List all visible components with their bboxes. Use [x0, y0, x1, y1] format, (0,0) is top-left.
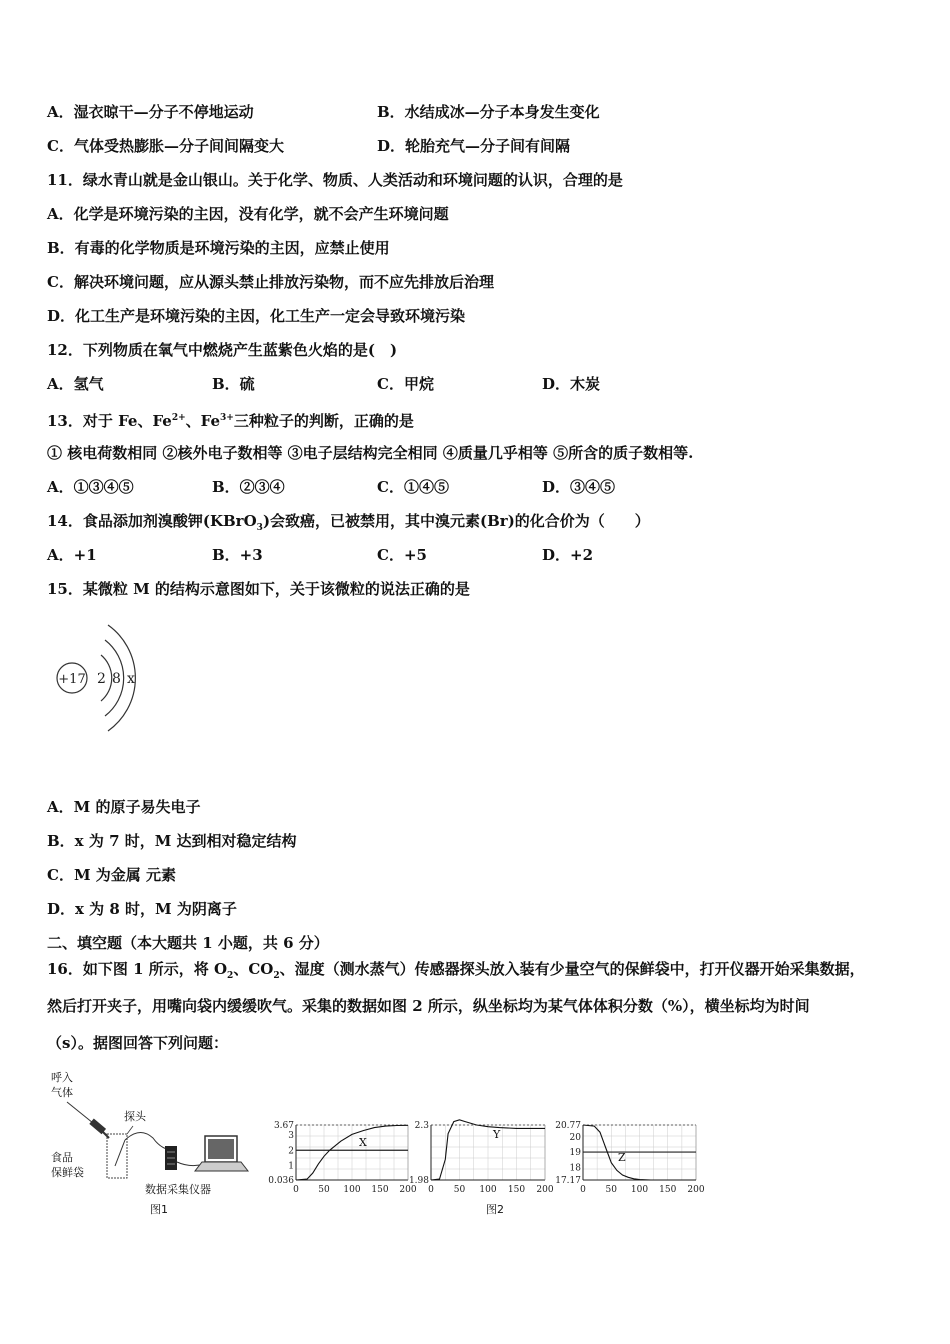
section-2-heading: 二、填空题（本大题共 1 小题，共 6 分）	[47, 934, 329, 952]
x-tick-label-3: 150	[659, 1185, 677, 1195]
laptop-display	[208, 1139, 234, 1159]
x-tick-label-1: 50	[318, 1185, 330, 1195]
x-tick-label-1: 50	[453, 1185, 466, 1195]
q13-stem-prefix: 13．对于 Fe、Fe	[47, 412, 172, 430]
q12-option-d: D．木炭	[542, 375, 601, 393]
q13-stem	[47, 408, 414, 431]
q13-sup-fe2: 2+	[171, 413, 186, 423]
inhale-label-2: 气体	[51, 1086, 73, 1099]
x-tick-label-4: 200	[536, 1185, 554, 1195]
q16-line1-c: 、湿度（测水蒸气）传感器探头放入装有少量空气的保鲜袋中，打开仪器开始采集数据，	[279, 960, 865, 978]
y-tick-label-4: 17.17	[555, 1176, 581, 1186]
y-tick-label-1: 3	[288, 1131, 294, 1142]
y-tick-label-3: 1	[288, 1161, 294, 1172]
x-tick-label-0: 0	[428, 1185, 434, 1195]
q12-option-b: B．硫	[212, 375, 255, 393]
q12-option-a: A．氢气	[47, 375, 104, 393]
chart-z-o2	[550, 1112, 710, 1202]
chart-y-humidity	[405, 1112, 555, 1202]
q16-line1-b: 、CO	[233, 960, 274, 978]
x-tick-label-3: 150	[507, 1185, 526, 1195]
q16-sub-co2: 2	[273, 971, 280, 981]
q11-option-c: C．解决环境问题，应从源头禁止排放污染物，而不应先排放后治理	[47, 273, 494, 291]
q15-option-d: D．x 为 8 时，M 为阴离子	[47, 900, 237, 918]
q14-option-b: B．+3	[212, 546, 263, 564]
q14-option-d: D．+2	[542, 546, 594, 564]
figure-1-caption: 图1	[150, 1203, 168, 1216]
q13-option-c: C．①④⑤	[377, 478, 449, 496]
q12-option-c: C．甲烷	[377, 375, 434, 393]
y-tick-label-1: 1.98	[408, 1176, 429, 1186]
inhale-arrow	[67, 1102, 93, 1123]
y-tick-label-0: 3.67	[273, 1121, 294, 1131]
x-tick-label-4: 200	[399, 1185, 417, 1195]
q15-option-a: A．M 的原子易失电子	[47, 798, 201, 816]
q13-statements: ① 核电荷数相同 ②核外电子数相等 ③电子层结构完全相同 ④质量几乎相等 ⑤所含的质子数相等.	[47, 444, 694, 462]
nucleus-label: +17	[58, 672, 86, 687]
q13-sup-fe3: 3+	[220, 413, 234, 423]
y-tick-label-3: 18	[569, 1163, 581, 1174]
x-tick-label-4: 200	[687, 1185, 705, 1195]
q16-line-2: 然后打开夹子，用嘴向袋内缓缓吹气。采集的数据如图 2 所示，纵坐标均为某气体体积分数（%），横坐标均为时间	[47, 997, 810, 1015]
shell-2-electrons: 8	[112, 671, 121, 687]
probe-label: 探头	[124, 1110, 146, 1123]
atom-structure-diagram	[50, 615, 160, 745]
x-tick-label-2: 100	[630, 1185, 649, 1195]
series-label-Y: Y	[493, 1128, 501, 1141]
q15-stem: 15．某微粒 M 的结构示意图如下，关于该微粒的说法正确的是	[47, 580, 470, 598]
q16-line-1	[47, 959, 865, 986]
q11-option-d: D．化工生产是环境污染的主因，化工生产一定会导致环境污染	[47, 307, 466, 325]
y-tick-label-0: 2.3	[414, 1121, 429, 1131]
q13-option-b: B．②③④	[212, 478, 285, 496]
q14-stem	[47, 511, 650, 538]
x-tick-label-2: 100	[479, 1185, 497, 1195]
q14-sub-3: 3	[256, 523, 263, 533]
y-tick-label-4: 0.036	[268, 1176, 294, 1186]
y-tick-label-2: 19	[569, 1148, 581, 1159]
q11-stem: 11．绿水青山就是金山银山。关于化学、物质、人类活动和环境问题的认识，合理的是	[47, 171, 623, 189]
series-label-X: X	[359, 1136, 367, 1149]
y-tick-label-2: 2	[288, 1146, 294, 1157]
laptop-base	[195, 1162, 248, 1171]
shell-1-electrons: 2	[97, 671, 106, 687]
q13-stem-suffix: 三种粒子的判断，正确的是	[233, 412, 414, 430]
probe-in-bag	[115, 1140, 125, 1166]
x-tick-label-2: 100	[343, 1185, 361, 1195]
q10-option-c: C．气体受热膨胀—分子间间隔变大	[47, 137, 284, 155]
q11-option-a: A．化学是环境污染的主因，没有化学，就不会产生环境问题	[47, 205, 449, 223]
q10-option-b: B．水结成冰—分子本身发生变化	[377, 103, 600, 121]
device-label: 数据采集仪器	[145, 1183, 211, 1196]
figure-2-caption: 图2	[486, 1203, 504, 1216]
inhale-label-1: 呼入	[51, 1071, 73, 1084]
bag-label-2: 保鲜袋	[51, 1166, 84, 1179]
q12-stem: 12．下列物质在氧气中燃烧产生蓝紫色火焰的是( )	[47, 341, 398, 359]
q10-option-a: A．湿衣晾干—分子不停地运动	[47, 103, 254, 121]
series-label-Z: Z	[618, 1151, 626, 1164]
q14-stem-prefix: 14．食品添加剂溴酸钾(KBrO	[47, 512, 257, 530]
q10-option-d: D．轮胎充气—分子间有间隔	[377, 137, 571, 155]
chart-x-co2	[262, 1112, 422, 1202]
shell-3-electrons: x	[127, 671, 135, 687]
probe-cable	[125, 1132, 170, 1150]
q14-stem-suffix: )会致癌，已被禁用，其中溴元素(Br)的化合价为（ ）	[262, 512, 650, 530]
q13-option-a: A．①③④⑤	[47, 478, 134, 496]
y-tick-label-0: 20.77	[555, 1121, 581, 1131]
food-bag	[107, 1134, 127, 1178]
q13-stem-mid: 、Fe	[185, 412, 221, 430]
probe-label-leader	[127, 1126, 133, 1134]
q15-option-b: B．x 为 7 时，M 达到相对稳定结构	[47, 832, 297, 850]
x-tick-label-1: 50	[605, 1185, 617, 1195]
bag-label-1: 食品	[51, 1151, 73, 1164]
x-tick-label-0: 0	[293, 1185, 299, 1195]
q13-option-d: D．③④⑤	[542, 478, 616, 496]
q16-sub-o2: 2	[227, 971, 234, 981]
q14-option-a: A．+1	[47, 546, 97, 564]
q16-line1-a: 16．如下图 1 所示，将 O	[47, 960, 228, 978]
q16-line-3: （s）。据图回答下列问题：	[47, 1034, 228, 1052]
q15-option-c: C．M 为金属 元素	[47, 866, 176, 884]
q11-option-b: B．有毒的化学物质是环境污染的主因，应禁止使用	[47, 239, 390, 257]
x-tick-label-0: 0	[580, 1185, 586, 1195]
x-tick-label-3: 150	[371, 1185, 389, 1195]
q14-option-c: C．+5	[377, 546, 427, 564]
y-tick-label-1: 20	[569, 1132, 581, 1143]
